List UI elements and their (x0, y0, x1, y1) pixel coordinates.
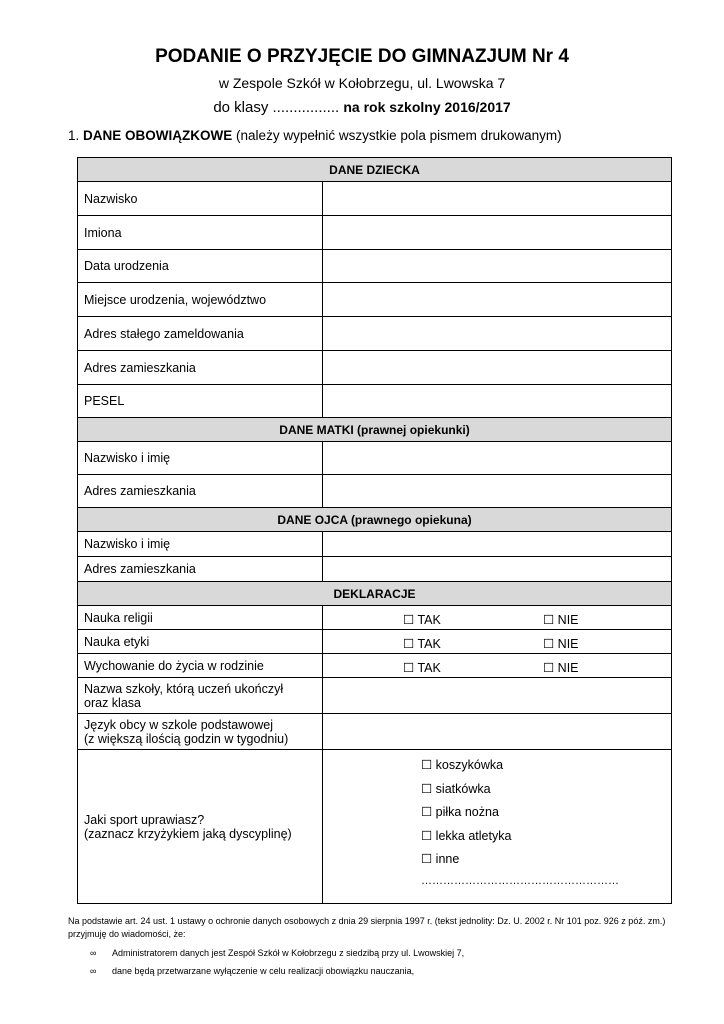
sport-label: Jaki sport uprawiasz? (zaznacz krzyżykiem jaką dyscyplinę) (78, 750, 323, 904)
field-label: Imiona (78, 216, 323, 250)
class-prefix: do klasy ................ (213, 99, 340, 116)
section-title: DANE OBOWIĄZKOWE (83, 128, 233, 143)
foreign-language-label: Język obcy w szkole podstawowej (z większą ilością godzin w tygodniu) (78, 714, 323, 750)
field-label: Wychowanie do życia w rodzinie (78, 654, 323, 678)
child-first-names-field[interactable] (323, 216, 672, 250)
class-line (0, 99, 724, 116)
field-label: Nazwisko i imię (78, 442, 323, 475)
child-address-field[interactable] (323, 351, 672, 385)
family-life-yes-checkbox[interactable]: ☐ TAK (403, 661, 441, 675)
notice-bullet: ∞ dane będą przetwarzane wyłączenie w celu realizacji obowiązku nauczania, (90, 966, 415, 976)
religion-no-checkbox[interactable]: ☐ NIE (543, 613, 579, 627)
field-label: Nauka etyki (78, 630, 323, 654)
foreign-language-field[interactable] (323, 714, 672, 750)
father-address-field[interactable] (323, 557, 672, 582)
infinity-bullet-icon: ∞ (90, 948, 97, 958)
field-label: Miejsce urodzenia, województwo (78, 283, 323, 317)
child-data-heading: DANE DZIECKA (78, 158, 672, 182)
child-surname-field[interactable] (323, 182, 672, 216)
application-form-table (77, 157, 672, 904)
mother-address-field[interactable] (323, 475, 672, 508)
notice-bullet: ∞ Administratorem danych jest Zespół Szkół w Kołobrzegu z siedzibą przy ul. Lwowskiej 7, (90, 948, 465, 958)
child-pesel-field[interactable] (323, 385, 672, 418)
school-year: na rok szkolny 2016/2017 (343, 99, 511, 115)
sport-other-input[interactable]: ……………………………………………… (421, 874, 619, 887)
infinity-bullet-icon: ∞ (90, 966, 97, 976)
mother-data-heading: DANE MATKI (prawnej opiekunki) (78, 418, 672, 442)
section-number: 1. (68, 128, 80, 143)
field-label: Nazwisko i imię (78, 532, 323, 557)
sport-volleyball-checkbox[interactable]: ☐ siatkówka (421, 781, 491, 796)
previous-school-label: Nazwa szkoły, którą uczeń ukończył oraz klasa (78, 678, 323, 714)
sport-basketball-checkbox[interactable]: ☐ koszykówka (421, 758, 504, 772)
section-1-heading (68, 128, 562, 143)
father-data-heading: DANE OJCA (prawnego opiekuna) (78, 508, 672, 532)
ethics-no-checkbox[interactable]: ☐ NIE (543, 637, 579, 651)
ethics-yes-checkbox[interactable]: ☐ TAK (403, 637, 441, 651)
previous-school-field[interactable] (323, 678, 672, 714)
declarations-heading: DEKLARACJE (78, 582, 672, 606)
child-birth-date-field[interactable] (323, 250, 672, 283)
family-life-no-checkbox[interactable]: ☐ NIE (543, 661, 579, 675)
child-birth-place-field[interactable] (323, 283, 672, 317)
religion-yes-checkbox[interactable]: ☐ TAK (403, 613, 441, 627)
field-label: Data urodzenia (78, 250, 323, 283)
section-note: (należy wypełnić wszystkie pola pismem drukowanym) (236, 128, 562, 143)
field-label: Nauka religii (78, 606, 323, 630)
field-label: Adres zamieszkania (78, 475, 323, 508)
father-name-field[interactable] (323, 532, 672, 557)
document-title: PODANIE O PRZYJĘCIE DO GIMNAZJUM Nr 4 (155, 46, 569, 67)
child-registered-address-field[interactable] (323, 317, 672, 351)
field-label: Adres zamieszkania (78, 351, 323, 385)
sport-options (323, 750, 672, 904)
school-address: w Zespole Szkół w Kołobrzegu, ul. Lwowska 7 (218, 75, 506, 91)
sport-football-checkbox[interactable]: ☐ piłka nożna (421, 805, 499, 819)
gdpr-notice: Na podstawie art. 24 ust. 1 ustawy o ochronie danych osobowych z dnia 29 sierpnia 1997 r. (tekst jednolity: Dz. U. 2002 r. Nr 101 poz. 926 z póź. zm.) przyjmuję do wiadomości, że: (68, 916, 666, 939)
field-label: Nazwisko (78, 182, 323, 216)
field-label: Adres stałego zameldowania (78, 317, 323, 351)
field-label: PESEL (78, 385, 323, 418)
sport-athletics-checkbox[interactable]: ☐ lekka atletyka (421, 828, 512, 843)
mother-name-field[interactable] (323, 442, 672, 475)
field-label: Adres zamieszkania (78, 557, 323, 582)
sport-other-checkbox[interactable]: ☐ inne (421, 852, 460, 866)
